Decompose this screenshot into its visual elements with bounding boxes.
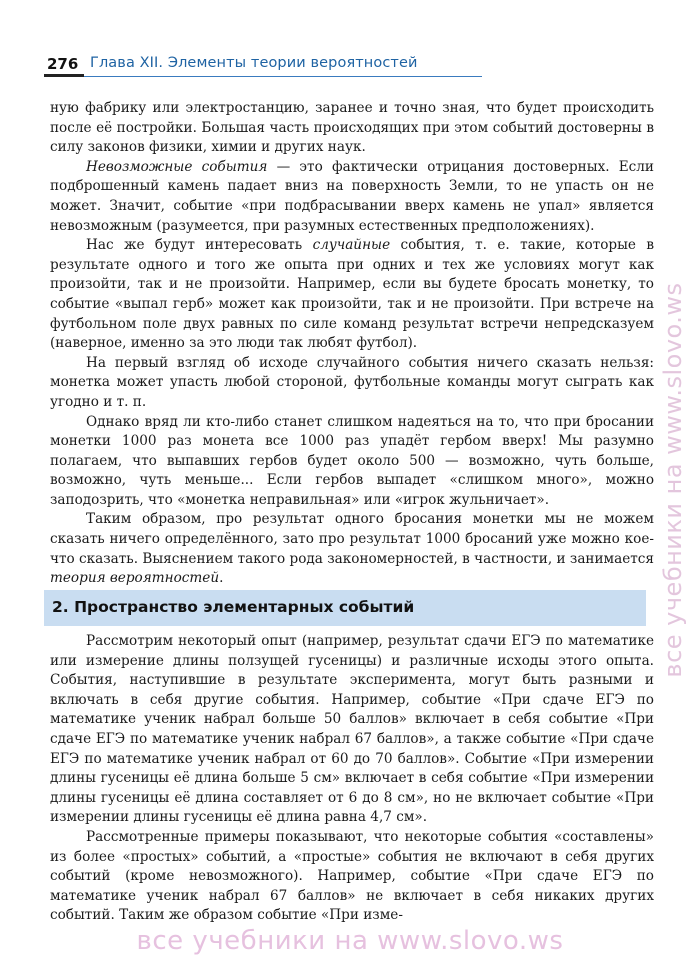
term-impossible-events: Невозможные события [86, 158, 268, 175]
page-number-underline [44, 74, 84, 77]
page-number: 276 [47, 55, 79, 73]
paragraph: Таким образом, про результат одного бросания монетки мы не можем сказать ничего определённого, зато про результат 1000 бросаний уже можно кое-что сказать. Выяснением такого рода закономерностей, в частности, и занимается теория вероятностей. [50, 511, 654, 587]
chapter-title: Глава XII. Элементы теории вероятностей [90, 55, 418, 71]
term-probability-theory: теория вероятностей [50, 570, 220, 587]
section-heading-bar [44, 590, 646, 626]
paragraph: Рассмотрим некоторый опыт (например, результат сдачи ЕГЭ по математике или измерение длины ползущей гусеницы) и различные исходы этого опыта. События, наступившие в результате эксперимента, могут быть разными и включать в себя другие события. Например, событие «При сдаче ЕГЭ по математике ученик набрал больше 50 баллов» включает в себя событие «При сдаче ЕГЭ по математике ученик набрал 67 баллов», а также событие «При сдаче ЕГЭ по математике ученик набрал от 60 до 70 баллов». Событие «При измерении длины гусеницы её длина больше 5 см» включает в себя событие «При измерении длины гусеницы её длина составляет от 6 до 8 см», но не включает событие «При измерении длины гусеницы её длина равна 4,7 см». [50, 633, 654, 826]
paragraph: Невозможные события — это фактически отрицания достоверных. Если подброшенный камень падает вниз на поверхность Земли, то не упасть он не может. Значит, событие «при подбрасывании вверх камень не упал» является невозможным (разумеется, при разумных естественных предположениях). [50, 158, 654, 234]
term-random: случайные [312, 237, 391, 254]
paragraph: Нас же будут интересовать случайные события, т. е. такие, которые в результате одного и того же опыта при одних и тех же условиях могут как произойти, так и не произойти. Например, если вы будете бросать монетку, то событие «выпал герб» может как произойти, так и не произойти. При встрече на футбольном поле двух равных по силе команд результат встречи непредсказуем (наверное, именно за это люди так любят футбол). [50, 237, 654, 352]
paragraph: ную фабрику или электростанцию, заранее и точно зная, что будет происходить после её постройки. Большая часть происходящих при этом событий достоверны в силу законов физики, химии и других наук. [50, 100, 654, 156]
running-header [44, 52, 644, 78]
intro-text [50, 99, 654, 589]
paragraph: Однако вряд ли кто-либо станет слишком надеяться на то, что при бросании монетки 1000 раз монета все 1000 раз упадёт гербом вверх! Мы разумно полагаем, что выпавших гербов будет около 500 — возможно, чуть больше, возможно, чуть меньше... Если гербов выпадет «слишком много», можно заподозрить, что «монетка неправильная» или «игрок жульничает». [50, 413, 654, 508]
paragraph: На первый взгляд об исходе случайного события ничего сказать нельзя: монетка может упасть любой стороной, футбольные команды могут сыграть как угодно и т. п. [50, 354, 654, 410]
paragraph: Рассмотренные примеры показывают, что некоторые события «составлены» из более «простых» событий, а «простые» события не включают в себя других событий (кроме невозможного). Например, событие «При сдаче ЕГЭ по математике ученик набрал 67 баллов» не включает в себя никаких других событий. Таким же образом событие «При изме- [50, 828, 654, 924]
section-text [50, 632, 654, 926]
section-title: 2. Пространство элементарных событий [52, 598, 415, 616]
bottom-watermark: все учебники на www.slovo.ws [136, 926, 564, 956]
header-rule [84, 76, 482, 77]
